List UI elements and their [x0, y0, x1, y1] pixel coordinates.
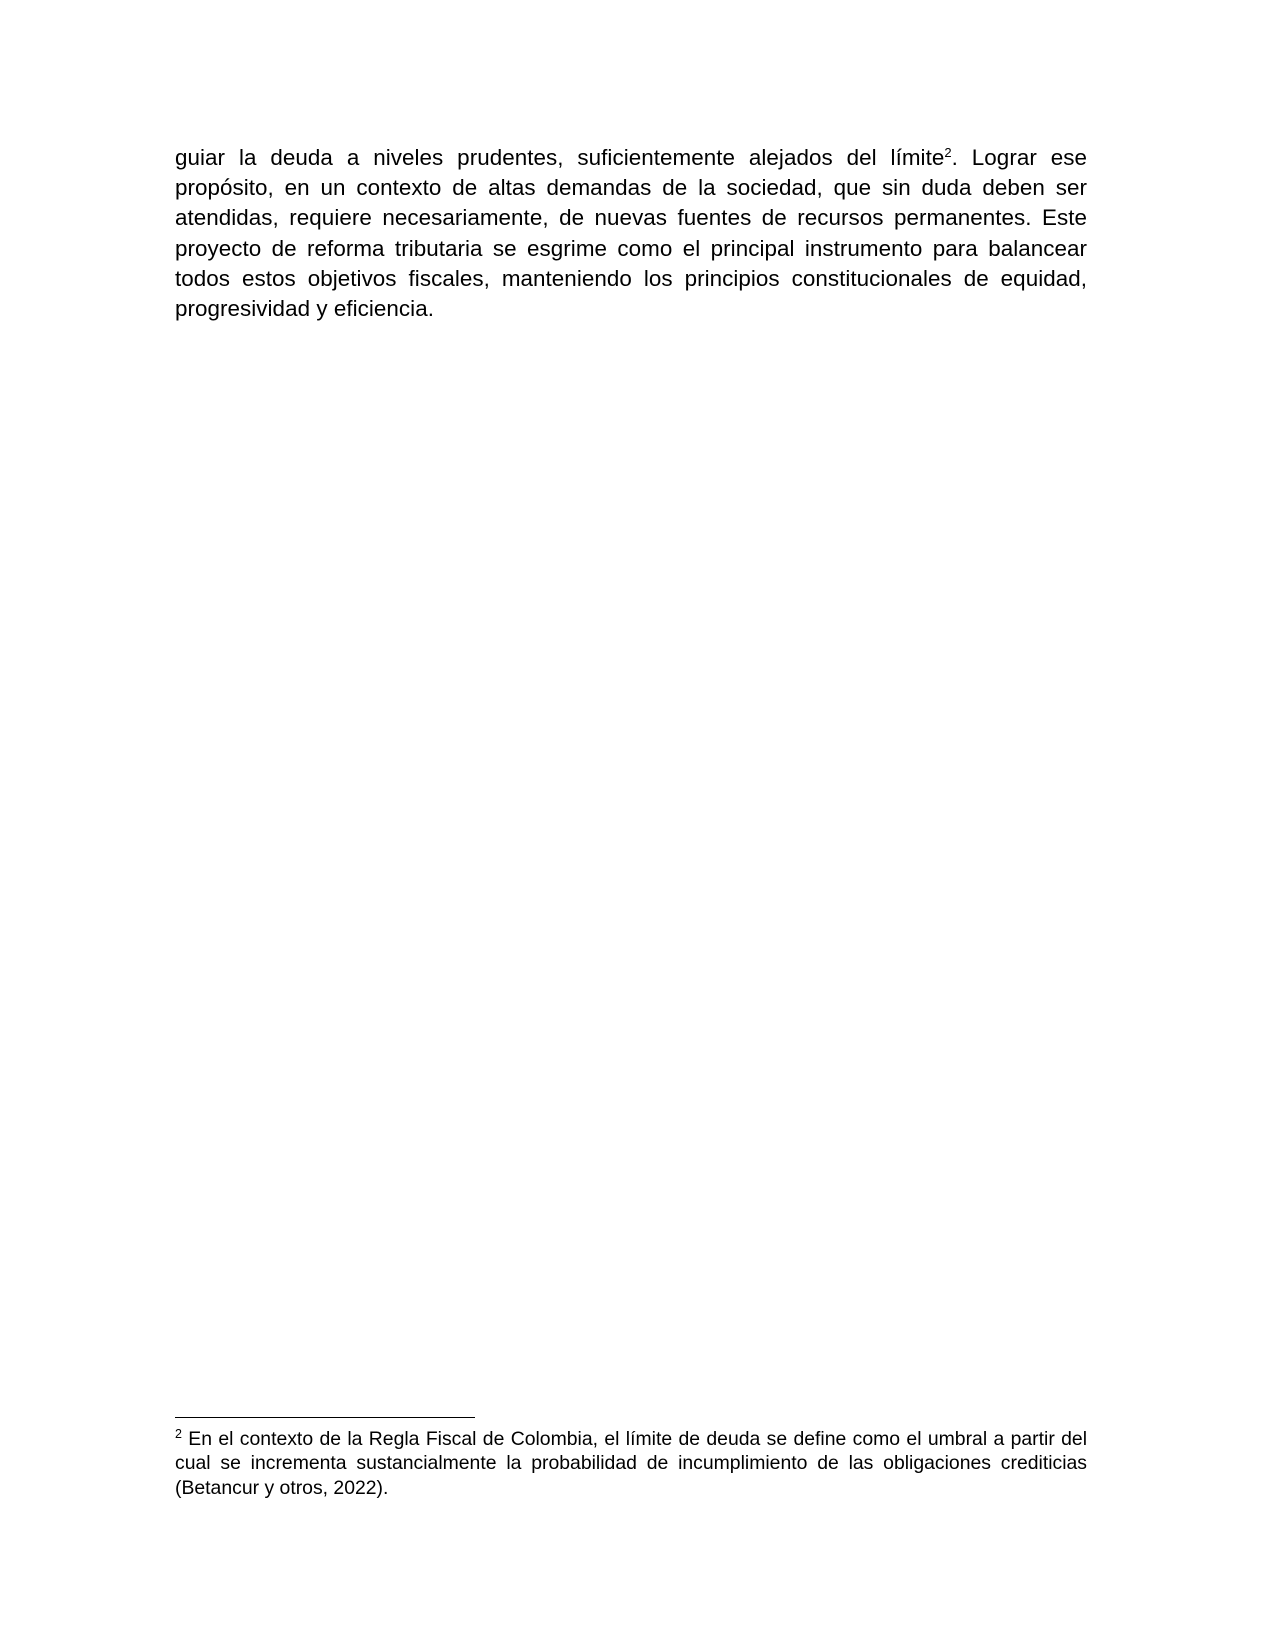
footnote-separator: [175, 1417, 475, 1418]
body-text-before-ref: guiar la deuda a niveles prudentes, suficientemente alejados del límite: [175, 145, 945, 170]
footnote-mark: 2: [175, 1427, 182, 1441]
footnote-reference[interactable]: 2: [944, 145, 952, 160]
body-text-after-ref: . Lograr ese propósito, en un contexto de altas demandas de la sociedad, que sin duda deben ser atendidas, requiere necesariamente, de nuevas fuentes de recursos permanentes. Este proyecto de reforma tributaria se esgrime como el principal instrumento para balancear todos estos objetivos fiscales, manteniendo los principios constitucionales de equidad, progresividad y eficiencia.: [175, 145, 1087, 322]
footnote: [175, 1427, 1087, 1500]
body-paragraph: [175, 143, 1087, 324]
footnote-text: En el contexto de la Regla Fiscal de Colombia, el límite de deuda se define como el umbral a partir del cual se incrementa sustancialmente la probabilidad de incumplimiento de las obligaciones crediticias (Betancur y otros, 2022).: [175, 1428, 1087, 1499]
